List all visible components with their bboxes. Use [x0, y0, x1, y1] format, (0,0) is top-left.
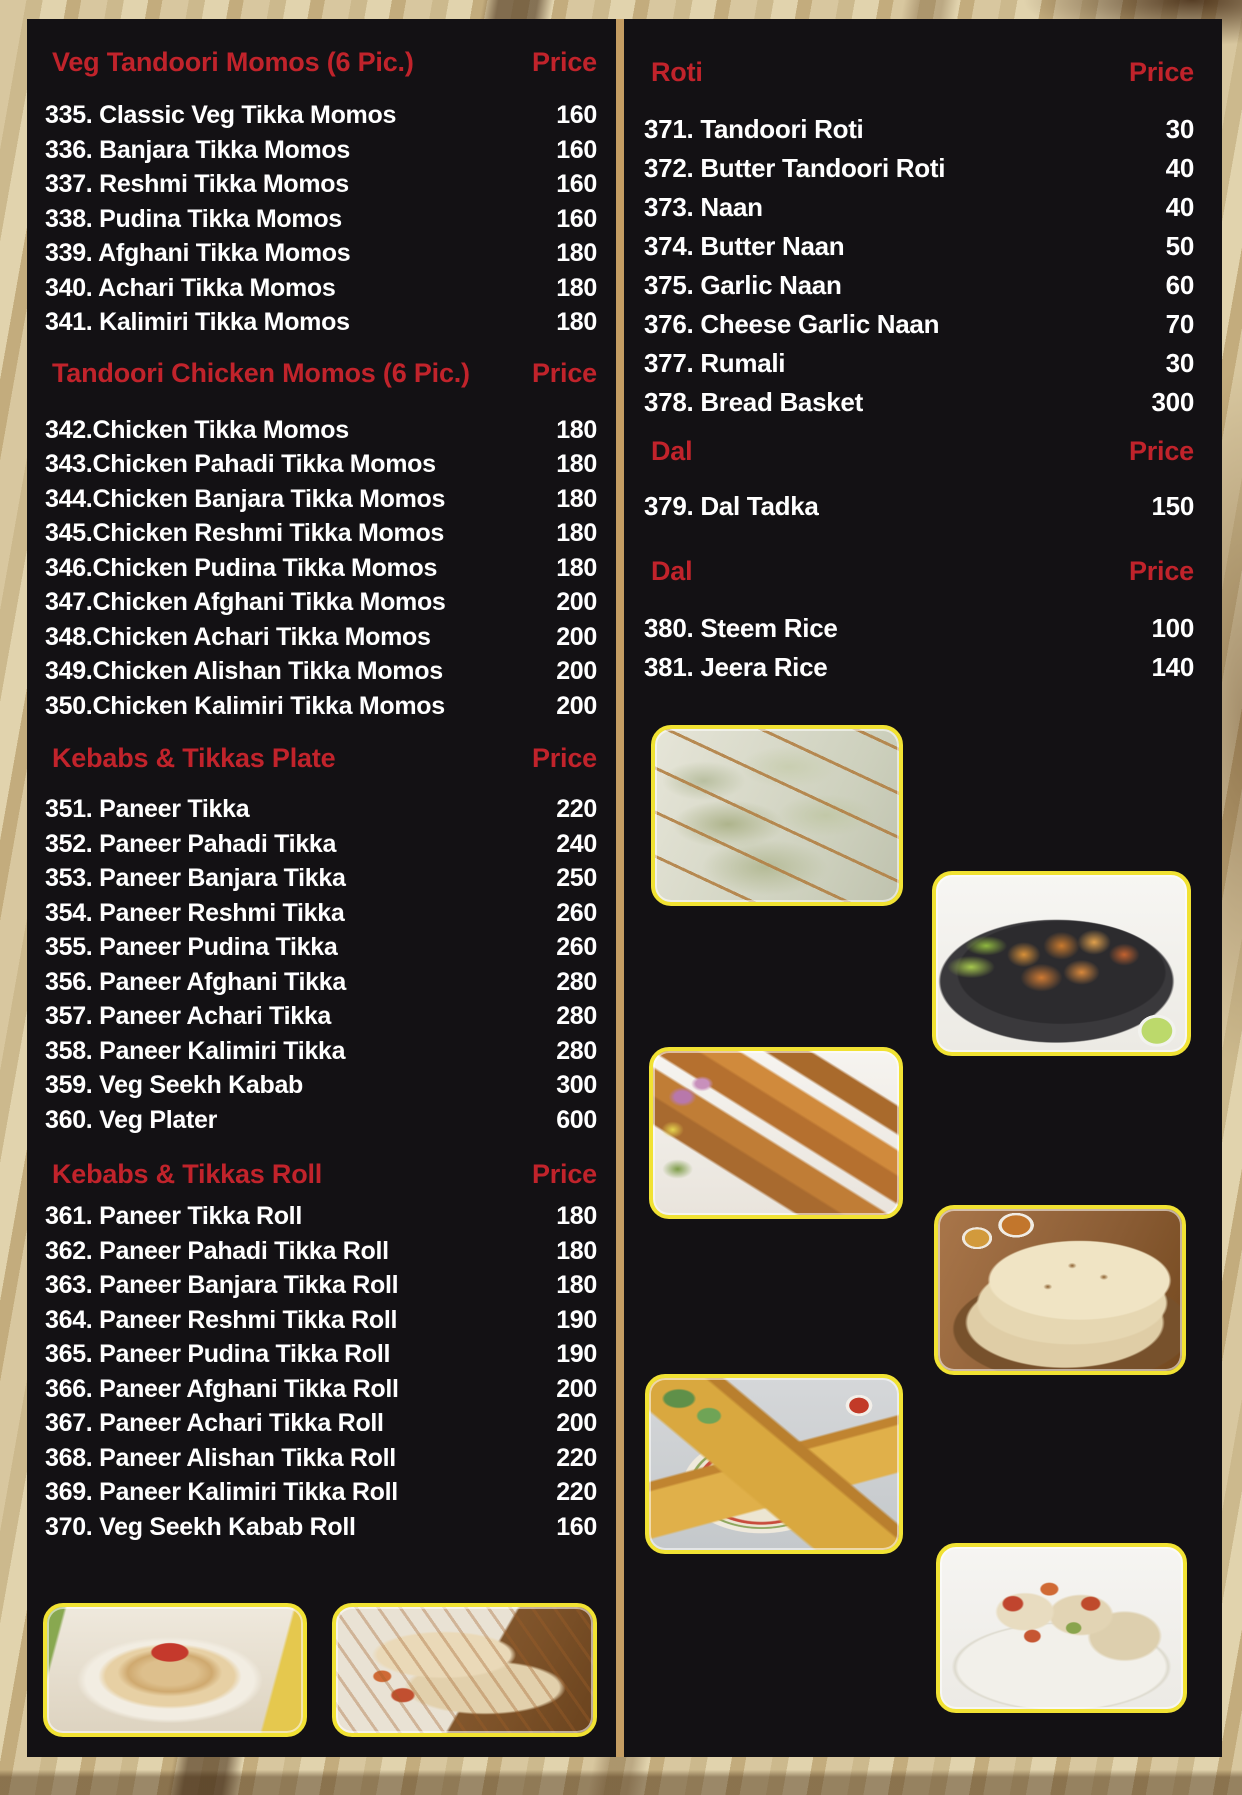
item-price: 280 — [556, 1002, 597, 1030]
menu-item-row — [644, 110, 1194, 149]
section-veg-tandoori-momos — [27, 46, 616, 340]
menu-item-row — [45, 827, 597, 862]
menu-item-row — [644, 487, 1194, 526]
item-name: 339. Afghani Tikka Momos — [45, 239, 351, 267]
item-price: 180 — [556, 519, 597, 547]
item-name: 373. Naan — [644, 192, 763, 222]
menu-item-row — [45, 1303, 597, 1338]
item-name: 344.Chicken Banjara Tikka Momos — [45, 484, 446, 513]
menu-item-row — [45, 1475, 597, 1510]
section-title: Dal — [651, 556, 693, 586]
item-price: 220 — [556, 795, 597, 823]
item-name: 350.Chicken Kalimiri Tikka Momos — [45, 691, 445, 720]
menu-item-row — [45, 930, 597, 965]
price-column-label: Price — [531, 47, 597, 77]
item-name: 349.Chicken Alishan Tikka Momos — [45, 657, 443, 685]
item-price: 200 — [556, 657, 597, 685]
menu-item-row — [45, 689, 597, 724]
tandoori-roti-stack-photo — [934, 1205, 1186, 1375]
menu-item-row — [644, 227, 1194, 266]
menu-item-row — [45, 1510, 597, 1545]
item-name: 378. Bread Basket — [644, 387, 863, 417]
item-price: 180 — [556, 484, 597, 513]
item-name: 336. Banjara Tikka Momos — [45, 135, 350, 164]
item-price: 180 — [556, 1236, 597, 1265]
section-tandoori-chicken-momos — [27, 357, 616, 724]
menu-item-row — [45, 965, 597, 1000]
item-price: 40 — [1165, 192, 1194, 222]
item-price: 180 — [556, 415, 597, 444]
menu-item-row — [45, 620, 597, 655]
menu-item-row — [45, 861, 597, 896]
item-name: 375. Garlic Naan — [644, 270, 842, 300]
item-name: 379. Dal Tadka — [644, 491, 819, 521]
item-price: 160 — [556, 204, 597, 233]
item-name: 367. Paneer Achari Tikka Roll — [45, 1409, 384, 1437]
item-price: 190 — [556, 1340, 597, 1368]
grilled-sandwich-photo — [645, 1374, 903, 1554]
item-price: 140 — [1151, 652, 1194, 682]
item-name: 377. Rumali — [644, 348, 786, 378]
item-price: 100 — [1151, 613, 1194, 643]
grilled-wrap-photo — [332, 1603, 597, 1737]
menu-item-row — [45, 585, 597, 620]
section-rice — [624, 555, 1222, 687]
item-name: 359. Veg Seekh Kabab — [45, 1071, 304, 1099]
menu-item-row — [45, 1068, 597, 1103]
menu-item-row — [45, 167, 597, 202]
stuffed-rolls-photo — [936, 1543, 1187, 1713]
column-divider — [616, 19, 624, 1757]
item-price: 190 — [556, 1305, 597, 1334]
menu-item-row — [644, 188, 1194, 227]
menu-item-row — [644, 266, 1194, 305]
menu-item-row — [45, 413, 597, 448]
menu-item-row — [45, 202, 597, 237]
item-price: 180 — [556, 1271, 597, 1299]
item-price: 30 — [1165, 114, 1194, 144]
item-name: 338. Pudina Tikka Momos — [45, 204, 342, 233]
menu-item-row — [644, 609, 1194, 648]
item-price: 200 — [556, 1374, 597, 1403]
item-price: 300 — [556, 1071, 597, 1099]
item-price: 280 — [556, 967, 597, 996]
menu-item-row — [45, 551, 597, 586]
menu-item-row — [644, 383, 1194, 422]
item-price: 220 — [556, 1478, 597, 1506]
item-price: 200 — [556, 622, 597, 651]
item-price: 160 — [556, 1512, 597, 1541]
item-price: 600 — [556, 1105, 597, 1134]
item-price: 180 — [556, 308, 597, 336]
price-column-label: Price — [531, 357, 597, 388]
menu-item-row — [644, 344, 1194, 383]
menu-item-row — [644, 149, 1194, 188]
item-name: 364. Paneer Reshmi Tikka Roll — [45, 1305, 398, 1334]
item-name: 363. Paneer Banjara Tikka Roll — [45, 1271, 399, 1299]
menu-item-row — [45, 516, 597, 551]
item-price: 260 — [556, 898, 597, 927]
item-name: 352. Paneer Pahadi Tikka — [45, 829, 337, 858]
item-name: 372. Butter Tandoori Roti — [644, 153, 946, 183]
menu-item-row — [45, 1441, 597, 1476]
item-price: 160 — [556, 170, 597, 198]
item-price: 260 — [556, 933, 597, 961]
item-name: 368. Paneer Alishan Tikka Roll — [45, 1443, 396, 1472]
menu-item-row — [45, 1372, 597, 1407]
section-title: Kebabs & Tikkas Roll — [52, 1159, 323, 1189]
item-name: 355. Paneer Pudina Tikka — [45, 933, 338, 961]
menu-item-row — [45, 305, 597, 340]
menu-item-row — [45, 1103, 597, 1138]
price-column-label: Price — [1128, 57, 1194, 87]
section-dal — [624, 435, 1222, 526]
item-name: 354. Paneer Reshmi Tikka — [45, 898, 345, 927]
menu-item-row — [45, 1034, 597, 1069]
item-name: 365. Paneer Pudina Tikka Roll — [45, 1340, 391, 1368]
item-name: 348.Chicken Achari Tikka Momos — [45, 622, 431, 651]
veg-sizzler-platter-photo — [932, 871, 1191, 1056]
item-price: 180 — [556, 273, 597, 302]
menu-item-row — [45, 447, 597, 482]
item-name: 360. Veg Plater — [45, 1105, 218, 1134]
item-price: 200 — [556, 1409, 597, 1437]
menu-item-row — [45, 999, 597, 1034]
item-price: 60 — [1165, 270, 1194, 300]
hummus-dip-photo — [43, 1603, 307, 1737]
section-roti — [624, 56, 1222, 422]
item-price: 180 — [556, 553, 597, 582]
section-kebabs-tikkas-plate — [27, 742, 616, 1137]
section-title: Veg Tandoori Momos (6 Pic.) — [52, 47, 414, 77]
price-column-label: Price — [1128, 556, 1194, 586]
item-name: 362. Paneer Pahadi Tikka Roll — [45, 1236, 389, 1265]
item-name: 358. Paneer Kalimiri Tikka — [45, 1036, 346, 1065]
section-title: Tandoori Chicken Momos (6 Pic.) — [52, 357, 470, 388]
item-name: 346.Chicken Pudina Tikka Momos — [45, 553, 438, 582]
item-name: 353. Paneer Banjara Tikka — [45, 864, 346, 892]
item-price: 160 — [556, 135, 597, 164]
item-price: 30 — [1165, 348, 1194, 378]
price-column-label: Price — [531, 743, 597, 773]
item-price: 300 — [1151, 387, 1194, 417]
item-price: 50 — [1165, 231, 1194, 261]
menu-item-row — [45, 1234, 597, 1269]
item-name: 341. Kalimiri Tikka Momos — [45, 308, 350, 336]
menu-item-row — [45, 1337, 597, 1372]
item-price: 200 — [556, 691, 597, 720]
item-name: 345.Chicken Reshmi Tikka Momos — [45, 519, 445, 547]
item-name: 371. Tandoori Roti — [644, 114, 864, 144]
menu-item-row — [45, 133, 597, 168]
item-name: 357. Paneer Achari Tikka — [45, 1002, 332, 1030]
item-price: 70 — [1165, 309, 1194, 339]
item-price: 180 — [556, 239, 597, 267]
item-name: 374. Butter Naan — [644, 231, 845, 261]
item-name: 369. Paneer Kalimiri Tikka Roll — [45, 1478, 398, 1506]
right-menu-panel — [624, 19, 1222, 1757]
item-price: 280 — [556, 1036, 597, 1065]
price-column-label: Price — [531, 1159, 597, 1189]
menu-item-row — [45, 896, 597, 931]
item-name: 342.Chicken Tikka Momos — [45, 415, 349, 444]
item-price: 250 — [556, 864, 597, 892]
item-name: 380. Steem Rice — [644, 613, 838, 643]
item-name: 347.Chicken Afghani Tikka Momos — [45, 588, 446, 616]
left-menu-panel — [27, 19, 616, 1757]
item-price: 160 — [556, 101, 597, 129]
menu-item-row — [45, 792, 597, 827]
menu-item-row — [45, 236, 597, 271]
price-column-label: Price — [1128, 436, 1194, 466]
item-name: 343.Chicken Pahadi Tikka Momos — [45, 450, 436, 478]
menu-item-row — [644, 305, 1194, 344]
menu-item-row — [644, 648, 1194, 687]
item-name: 356. Paneer Afghani Tikka — [45, 967, 346, 996]
menu-item-row — [45, 482, 597, 517]
item-price: 240 — [556, 829, 597, 858]
item-name: 366. Paneer Afghani Tikka Roll — [45, 1374, 399, 1403]
item-price: 40 — [1165, 153, 1194, 183]
item-name: 351. Paneer Tikka — [45, 795, 250, 823]
item-price: 220 — [556, 1443, 597, 1472]
item-name: 381. Jeera Rice — [644, 652, 828, 682]
menu-item-row — [45, 1199, 597, 1234]
menu-item-row — [45, 98, 597, 133]
item-price: 180 — [556, 1202, 597, 1230]
item-name: 376. Cheese Garlic Naan — [644, 309, 940, 339]
chicken-seekh-skewers-photo — [651, 725, 903, 906]
item-price: 200 — [556, 588, 597, 616]
item-name: 337. Reshmi Tikka Momos — [45, 170, 349, 198]
menu-item-row — [45, 654, 597, 689]
item-name: 370. Veg Seekh Kabab Roll — [45, 1512, 356, 1541]
item-price: 180 — [556, 450, 597, 478]
section-title: Dal — [651, 436, 693, 466]
seekh-kebab-plate-photo — [649, 1047, 903, 1219]
item-name: 361. Paneer Tikka Roll — [45, 1202, 302, 1230]
menu-item-row — [45, 1406, 597, 1441]
menu-item-row — [45, 1268, 597, 1303]
menu-item-row — [45, 271, 597, 306]
item-name: 335. Classic Veg Tikka Momos — [45, 101, 397, 129]
section-title: Kebabs & Tikkas Plate — [52, 743, 336, 773]
section-title: Roti — [651, 57, 703, 87]
section-kebabs-tikkas-roll — [27, 1158, 616, 1544]
item-name: 340. Achari Tikka Momos — [45, 273, 336, 302]
item-price: 150 — [1151, 491, 1194, 521]
